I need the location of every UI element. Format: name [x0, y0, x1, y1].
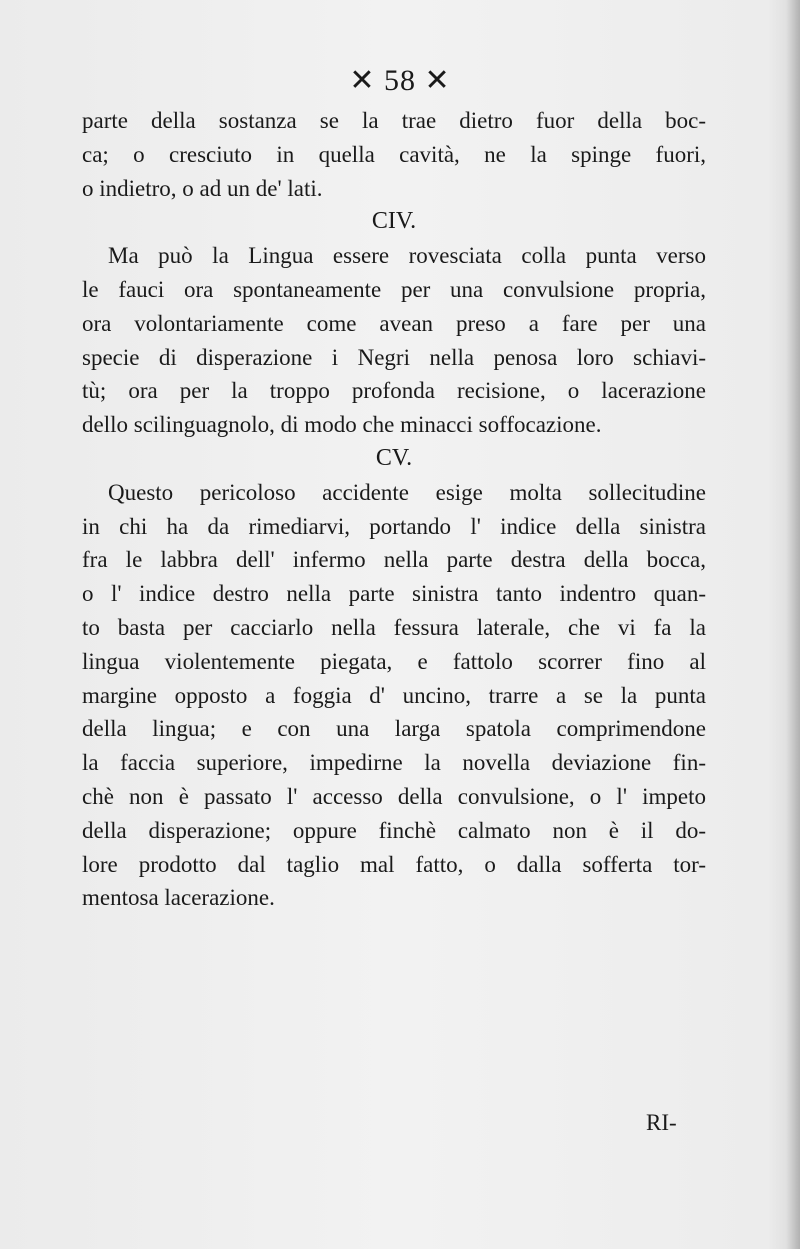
text-line-2: ca; o cresciuto in quella cavità, ne la spinge fuori,	[82, 141, 706, 167]
text-line-19: della lingua; e con una larga spatola comprimendone	[82, 716, 706, 742]
text-line-6: le fauci ora spontaneamente per una convulsione propria,	[82, 276, 706, 302]
text-line-1: parte della sostanza se la trae dietro fuor della boc-	[82, 108, 706, 133]
text-line-14: fra le labbra dell' infermo nella parte destra della bocca,	[82, 547, 706, 573]
text-line-24: mentosa lacerazione.	[82, 885, 275, 911]
text-line-21: chè non è passato l' accesso della convulsione, o l' impeto	[82, 783, 706, 809]
text-line-22: della disperazione; oppure finchè calmato non è il do-	[82, 817, 706, 843]
catchword: RI-	[646, 1110, 677, 1135]
text-line-10: dello scilinguagnolo, di modo che minacci soffocazione.	[82, 412, 602, 438]
text-line-15: o l' indice destro nella parte sinistra tanto indentro quan-	[82, 581, 706, 607]
text-line-3: o indietro, o ad un de' lati.	[82, 175, 323, 201]
text-line-13: in chi ha da rimediarvi, portando l' indice della sinistra	[82, 513, 706, 539]
page-header: ✕ 58 ✕	[349, 64, 451, 97]
page-edge-shadow	[786, 0, 800, 1249]
text-line-8: specie di disperazione i Negri nella penosa loro schiavi-	[82, 344, 706, 370]
text-line-7: ora volontariamente come avean preso a fare per una	[82, 310, 706, 336]
text-line-9: tù; ora per la troppo profonda recisione, o lacerazione	[82, 378, 706, 404]
text-line-17: lingua violentemente piegata, e fattolo scorrer fino al	[82, 648, 706, 674]
text-line-12: Questo pericoloso accidente esige molta sollecitudine	[108, 479, 706, 505]
section-heading-civ: CIV.	[371, 208, 417, 235]
text-line-5: Ma può la Lingua essere rovesciata colla punta verso	[108, 243, 706, 269]
body-text	[82, 104, 706, 915]
text-line-23: lore prodotto dal taglio mal fatto, o dalla sofferta tor-	[82, 851, 706, 877]
section-heading-cv: CV.	[375, 444, 413, 471]
text-line-20: la faccia superiore, impedirne la novella deviazione fin-	[82, 750, 706, 776]
text-line-16: to basta per cacciarlo nella fessura laterale, che vi fa la	[82, 614, 706, 640]
text-line-18: margine opposto a foggia d' uncino, trarre a se la punta	[82, 682, 706, 708]
